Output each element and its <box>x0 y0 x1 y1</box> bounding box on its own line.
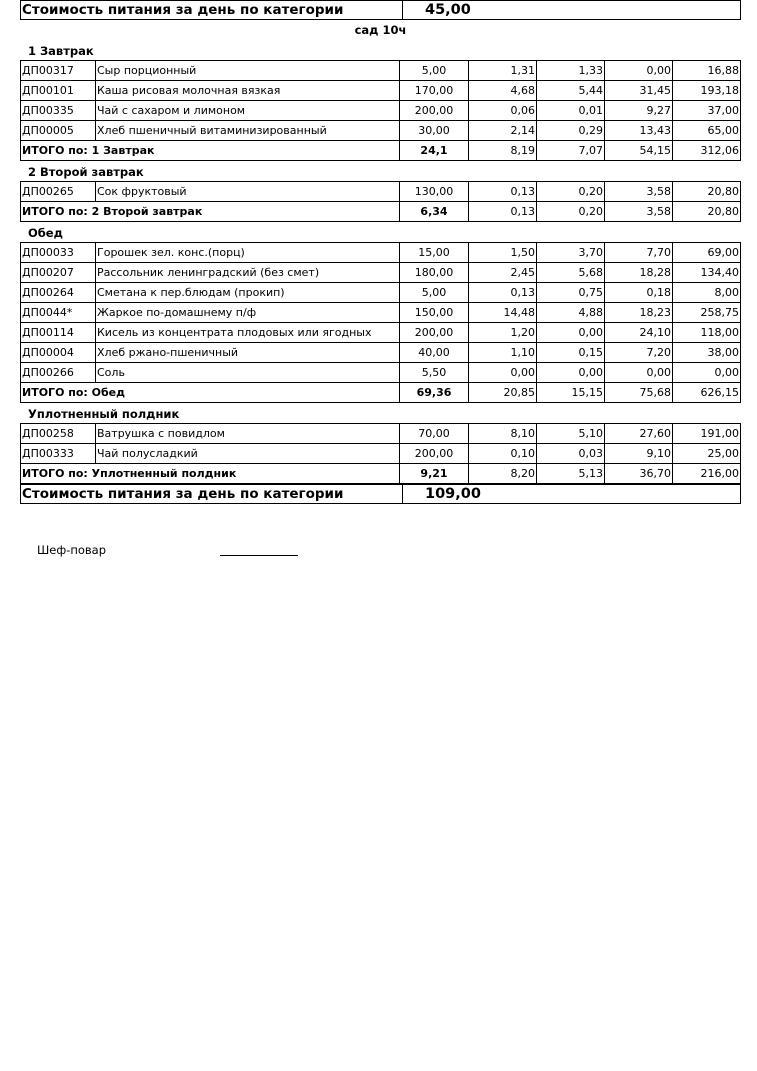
item-code: ДП00265 <box>21 182 96 202</box>
item-value-2: 0,00 <box>537 363 605 383</box>
item-value-4: 25,00 <box>673 444 741 464</box>
total-row <box>21 202 741 222</box>
item-value-1: 14,48 <box>469 303 537 323</box>
item-name: Рассольник ленинградский (без смет) <box>96 263 400 283</box>
table-row <box>21 323 741 343</box>
summary-label: Стоимость питания за день по категории <box>21 1 403 19</box>
item-name: Хлеб пшеничный витаминизированный <box>96 121 400 141</box>
item-value-3: 18,23 <box>605 303 673 323</box>
item-value-1: 4,68 <box>469 81 537 101</box>
sections-container <box>20 40 741 484</box>
total-label: ИТОГО по: Обед <box>21 383 400 403</box>
item-name: Кисель из концентрата плодовых или ягодных <box>96 323 400 343</box>
item-value-3: 7,20 <box>605 343 673 363</box>
item-code: ДП00114 <box>21 323 96 343</box>
total-row <box>21 383 741 403</box>
subtitle: сад 10ч <box>354 23 407 37</box>
item-value-4: 69,00 <box>673 243 741 263</box>
section-title: 1 Завтрак <box>28 44 94 58</box>
table-row <box>21 182 741 202</box>
item-value-1: 0,00 <box>469 363 537 383</box>
table-row <box>21 283 741 303</box>
table-row <box>21 101 741 121</box>
item-name: Сыр порционный <box>96 61 400 81</box>
item-value-3: 9,27 <box>605 101 673 121</box>
total-value-2: 0,20 <box>537 202 605 222</box>
item-value-1: 1,31 <box>469 61 537 81</box>
item-value-1: 2,45 <box>469 263 537 283</box>
item-value-2: 0,01 <box>537 101 605 121</box>
item-value-1: 0,13 <box>469 283 537 303</box>
item-value-3: 3,58 <box>605 182 673 202</box>
item-value-4: 65,00 <box>673 121 741 141</box>
item-value-2: 0,29 <box>537 121 605 141</box>
item-value-2: 5,44 <box>537 81 605 101</box>
section-title: Обед <box>28 226 63 240</box>
item-value-4: 38,00 <box>673 343 741 363</box>
item-code: ДП00258 <box>21 424 96 444</box>
item-value-3: 0,00 <box>605 61 673 81</box>
item-value-3: 27,60 <box>605 424 673 444</box>
table-row <box>21 424 741 444</box>
item-code: ДП00335 <box>21 101 96 121</box>
item-weight: 200,00 <box>400 101 469 121</box>
table-row <box>21 121 741 141</box>
item-weight: 5,00 <box>400 61 469 81</box>
item-value-3: 7,70 <box>605 243 673 263</box>
item-weight: 40,00 <box>400 343 469 363</box>
item-value-4: 8,00 <box>673 283 741 303</box>
item-weight: 180,00 <box>400 263 469 283</box>
item-code: ДП00005 <box>21 121 96 141</box>
total-cost: 69,36 <box>400 383 469 403</box>
top-summary-row <box>20 0 741 20</box>
total-value-4: 626,15 <box>673 383 741 403</box>
table-row <box>21 263 741 283</box>
item-code: ДП00207 <box>21 263 96 283</box>
item-code: ДП00004 <box>21 343 96 363</box>
item-value-1: 0,06 <box>469 101 537 121</box>
item-value-3: 9,10 <box>605 444 673 464</box>
item-name: Соль <box>96 363 400 383</box>
item-value-1: 1,50 <box>469 243 537 263</box>
item-value-4: 191,00 <box>673 424 741 444</box>
total-label: ИТОГО по: Уплотненный полдник <box>21 464 400 484</box>
item-weight: 70,00 <box>400 424 469 444</box>
item-value-1: 1,20 <box>469 323 537 343</box>
item-value-4: 0,00 <box>673 363 741 383</box>
item-value-4: 118,00 <box>673 323 741 343</box>
item-value-2: 0,75 <box>537 283 605 303</box>
total-row <box>21 141 741 161</box>
item-value-3: 24,10 <box>605 323 673 343</box>
total-value-3: 36,70 <box>605 464 673 484</box>
menu-document <box>20 0 741 504</box>
item-name: Хлеб ржано-пшеничный <box>96 343 400 363</box>
item-value-1: 1,10 <box>469 343 537 363</box>
item-name: Сок фруктовый <box>96 182 400 202</box>
signature-line <box>220 555 298 556</box>
total-label: ИТОГО по: 1 Завтрак <box>21 141 400 161</box>
item-name: Чай с сахаром и лимоном <box>96 101 400 121</box>
section-table <box>20 60 741 161</box>
item-value-2: 0,15 <box>537 343 605 363</box>
item-value-2: 3,70 <box>537 243 605 263</box>
item-weight: 5,50 <box>400 363 469 383</box>
item-name: Сметана к пер.блюдам (прокип) <box>96 283 400 303</box>
item-value-2: 1,33 <box>537 61 605 81</box>
item-code: ДП00266 <box>21 363 96 383</box>
total-value-1: 0,13 <box>469 202 537 222</box>
total-value-3: 3,58 <box>605 202 673 222</box>
item-code: ДП00264 <box>21 283 96 303</box>
item-value-2: 0,00 <box>537 323 605 343</box>
total-value-3: 54,15 <box>605 141 673 161</box>
item-name: Каша рисовая молочная вязкая <box>96 81 400 101</box>
table-row <box>21 363 741 383</box>
item-value-1: 0,10 <box>469 444 537 464</box>
item-value-4: 134,40 <box>673 263 741 283</box>
item-code: ДП00101 <box>21 81 96 101</box>
item-name: Жаркое по-домашнему п/ф <box>96 303 400 323</box>
item-weight: 5,00 <box>400 283 469 303</box>
item-value-1: 8,10 <box>469 424 537 444</box>
footer-summary-label: Стоимость питания за день по категории <box>21 485 403 503</box>
total-row <box>21 464 741 484</box>
item-value-2: 5,10 <box>537 424 605 444</box>
total-value-4: 312,06 <box>673 141 741 161</box>
total-value-2: 5,13 <box>537 464 605 484</box>
section-title: 2 Второй завтрак <box>28 165 144 179</box>
section-table <box>20 423 741 484</box>
item-value-1: 2,14 <box>469 121 537 141</box>
item-value-4: 37,00 <box>673 101 741 121</box>
item-value-2: 0,20 <box>537 182 605 202</box>
item-code: ДП00033 <box>21 243 96 263</box>
section-table <box>20 242 741 403</box>
table-row <box>21 61 741 81</box>
total-value-4: 20,80 <box>673 202 741 222</box>
total-value-2: 15,15 <box>537 383 605 403</box>
total-cost: 6,34 <box>400 202 469 222</box>
total-value-2: 7,07 <box>537 141 605 161</box>
summary-value: 45,00 <box>425 2 471 18</box>
item-weight: 200,00 <box>400 444 469 464</box>
bottom-summary-row <box>20 484 741 504</box>
item-name: Чай полусладкий <box>96 444 400 464</box>
item-code: ДП0044* <box>21 303 96 323</box>
total-value-1: 8,20 <box>469 464 537 484</box>
total-value-3: 75,68 <box>605 383 673 403</box>
item-name: Ватрушка с повидлом <box>96 424 400 444</box>
section-title: Уплотненный полдник <box>28 407 180 421</box>
item-value-4: 20,80 <box>673 182 741 202</box>
item-value-4: 193,18 <box>673 81 741 101</box>
item-weight: 150,00 <box>400 303 469 323</box>
table-row <box>21 444 741 464</box>
signature-role: Шеф-повар <box>37 543 107 557</box>
item-value-2: 5,68 <box>537 263 605 283</box>
section-table <box>20 181 741 222</box>
table-row <box>21 303 741 323</box>
table-row <box>21 243 741 263</box>
item-weight: 130,00 <box>400 182 469 202</box>
item-value-3: 31,45 <box>605 81 673 101</box>
item-value-3: 0,00 <box>605 363 673 383</box>
item-value-3: 18,28 <box>605 263 673 283</box>
total-value-4: 216,00 <box>673 464 741 484</box>
total-cost: 24,1 <box>400 141 469 161</box>
item-value-4: 16,88 <box>673 61 741 81</box>
total-cost: 9,21 <box>400 464 469 484</box>
item-name: Горошек зел. конс.(порц) <box>96 243 400 263</box>
item-code: ДП00317 <box>21 61 96 81</box>
footer-summary-value: 109,00 <box>425 486 481 502</box>
item-weight: 30,00 <box>400 121 469 141</box>
item-value-4: 258,75 <box>673 303 741 323</box>
item-value-3: 13,43 <box>605 121 673 141</box>
item-value-2: 4,88 <box>537 303 605 323</box>
item-code: ДП00333 <box>21 444 96 464</box>
item-value-2: 0,03 <box>537 444 605 464</box>
item-value-1: 0,13 <box>469 182 537 202</box>
table-row <box>21 81 741 101</box>
total-value-1: 8,19 <box>469 141 537 161</box>
item-weight: 200,00 <box>400 323 469 343</box>
item-weight: 15,00 <box>400 243 469 263</box>
total-value-1: 20,85 <box>469 383 537 403</box>
total-label: ИТОГО по: 2 Второй завтрак <box>21 202 400 222</box>
item-value-3: 0,18 <box>605 283 673 303</box>
table-row <box>21 343 741 363</box>
item-weight: 170,00 <box>400 81 469 101</box>
